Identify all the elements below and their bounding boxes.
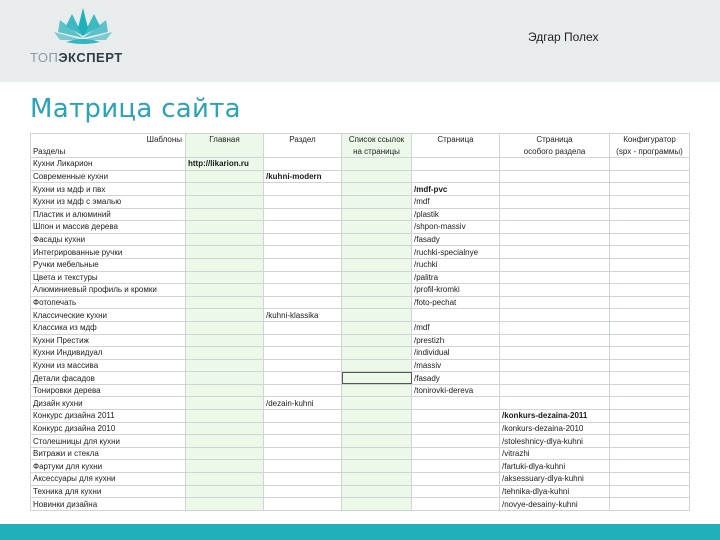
table-cell[interactable] bbox=[610, 410, 690, 423]
row-label[interactable]: Ручки мебельные bbox=[31, 258, 186, 271]
table-cell[interactable] bbox=[412, 397, 500, 410]
table-cell[interactable] bbox=[610, 498, 690, 511]
table-cell[interactable] bbox=[610, 258, 690, 271]
table-row bbox=[31, 296, 690, 309]
column-header: особого раздела bbox=[500, 146, 610, 158]
row-label[interactable]: Кухни Ликарион bbox=[31, 158, 186, 171]
logo-text bbox=[30, 50, 140, 65]
table-header bbox=[31, 134, 690, 158]
table-cell[interactable] bbox=[264, 271, 342, 284]
table-cell[interactable] bbox=[610, 195, 690, 208]
table-cell[interactable] bbox=[610, 158, 690, 171]
author-name: Эдгар Полех bbox=[528, 30, 599, 44]
row-label[interactable]: Детали фасадов bbox=[31, 372, 186, 385]
column-header bbox=[412, 146, 500, 158]
table-cell[interactable] bbox=[342, 359, 412, 372]
table-cell[interactable]: /konkurs-dezaina-2011 bbox=[500, 410, 610, 423]
table-cell[interactable] bbox=[186, 372, 264, 385]
table-cell[interactable] bbox=[342, 372, 412, 385]
table-cell[interactable] bbox=[264, 334, 342, 347]
table-cell[interactable] bbox=[342, 221, 412, 234]
table-cell[interactable] bbox=[264, 485, 342, 498]
row-label[interactable]: Классические кухни bbox=[31, 309, 186, 322]
table-cell[interactable] bbox=[610, 473, 690, 486]
table-cell[interactable] bbox=[610, 296, 690, 309]
table-row bbox=[31, 321, 690, 334]
table-cell[interactable] bbox=[610, 284, 690, 297]
table-cell[interactable]: /massiv bbox=[412, 359, 500, 372]
table-cell[interactable] bbox=[186, 410, 264, 423]
table-cell[interactable] bbox=[264, 359, 342, 372]
row-label[interactable]: Фотопечать bbox=[31, 296, 186, 309]
table-cell[interactable] bbox=[264, 372, 342, 385]
table-cell[interactable]: /stoleshnicy-dlya-kuhni bbox=[500, 435, 610, 448]
table-row bbox=[31, 359, 690, 372]
table-cell[interactable] bbox=[264, 435, 342, 448]
table-cell[interactable]: /konkurs-dezaina-2010 bbox=[500, 422, 610, 435]
table-cell[interactable] bbox=[264, 460, 342, 473]
table-cell[interactable]: /ruchki-specialnye bbox=[412, 246, 500, 259]
table-cell[interactable]: /fartuki-dlya-kuhni bbox=[500, 460, 610, 473]
column-header: Шаблоны bbox=[31, 134, 186, 146]
table-row bbox=[31, 170, 690, 183]
table-cell[interactable] bbox=[342, 397, 412, 410]
page-title: Матрица сайта bbox=[30, 94, 241, 124]
table-cell[interactable] bbox=[610, 183, 690, 196]
table-cell[interactable] bbox=[186, 221, 264, 234]
table-cell[interactable] bbox=[264, 195, 342, 208]
logo-text-bold: ЭКСПЕРТ bbox=[58, 50, 123, 65]
table-cell[interactable] bbox=[412, 473, 500, 486]
table-cell[interactable] bbox=[264, 284, 342, 297]
table-cell[interactable] bbox=[610, 347, 690, 360]
column-header: Страница bbox=[500, 134, 610, 146]
table-row bbox=[31, 447, 690, 460]
table-row bbox=[31, 372, 690, 385]
table-cell[interactable] bbox=[610, 334, 690, 347]
table-body bbox=[31, 158, 690, 511]
table-cell[interactable] bbox=[342, 447, 412, 460]
table-cell[interactable] bbox=[610, 435, 690, 448]
table-cell[interactable] bbox=[264, 422, 342, 435]
table-cell[interactable] bbox=[342, 246, 412, 259]
table-cell[interactable] bbox=[342, 271, 412, 284]
table-cell[interactable] bbox=[412, 158, 500, 171]
table-cell[interactable] bbox=[342, 309, 412, 322]
logo-text-thin: ТОП bbox=[30, 50, 59, 65]
table-cell[interactable] bbox=[342, 321, 412, 334]
table-cell[interactable] bbox=[610, 309, 690, 322]
table-row bbox=[31, 284, 690, 297]
table-cell[interactable] bbox=[412, 170, 500, 183]
table-row bbox=[31, 246, 690, 259]
table-cell[interactable] bbox=[186, 397, 264, 410]
table-cell[interactable] bbox=[500, 258, 610, 271]
table-cell[interactable] bbox=[412, 410, 500, 423]
table-row bbox=[31, 435, 690, 448]
table-cell[interactable] bbox=[186, 422, 264, 435]
table-row bbox=[31, 460, 690, 473]
table-cell[interactable] bbox=[610, 372, 690, 385]
table-cell[interactable] bbox=[186, 384, 264, 397]
site-matrix-table bbox=[30, 133, 690, 511]
row-label[interactable]: Цвета и текстуры bbox=[31, 271, 186, 284]
table-cell[interactable] bbox=[186, 183, 264, 196]
table-cell[interactable] bbox=[186, 284, 264, 297]
row-label[interactable]: Пластик и алюминий bbox=[31, 208, 186, 221]
table-cell[interactable] bbox=[342, 158, 412, 171]
table-cell[interactable] bbox=[610, 422, 690, 435]
table-cell[interactable]: /kuhni-modern bbox=[264, 170, 342, 183]
column-header: Разделы bbox=[31, 146, 186, 158]
table-cell[interactable] bbox=[186, 334, 264, 347]
table-cell[interactable] bbox=[610, 384, 690, 397]
table-cell[interactable] bbox=[186, 321, 264, 334]
table-cell[interactable] bbox=[342, 435, 412, 448]
table-cell[interactable] bbox=[610, 460, 690, 473]
table-cell[interactable] bbox=[412, 309, 500, 322]
table-cell[interactable]: /mdf-pvc bbox=[412, 183, 500, 196]
row-label[interactable]: Конкурс дизайна 2010 bbox=[31, 422, 186, 435]
row-label[interactable]: Интегрированные ручки bbox=[31, 246, 186, 259]
table-cell[interactable] bbox=[342, 422, 412, 435]
table-row bbox=[31, 208, 690, 221]
row-label[interactable]: Кухни из мдф с эмалью bbox=[31, 195, 186, 208]
table-cell[interactable] bbox=[186, 271, 264, 284]
table-cell[interactable] bbox=[500, 284, 610, 297]
table-cell[interactable] bbox=[264, 246, 342, 259]
row-label[interactable]: Классика из мдф bbox=[31, 321, 186, 334]
column-header: Страница bbox=[412, 134, 500, 146]
row-label[interactable]: Алюминиевый профиль и кромки bbox=[31, 284, 186, 297]
table-cell[interactable]: /fasady bbox=[412, 372, 500, 385]
table-row bbox=[31, 485, 690, 498]
table-cell[interactable] bbox=[264, 384, 342, 397]
table-cell[interactable] bbox=[610, 246, 690, 259]
row-label[interactable]: Фасады кухни bbox=[31, 233, 186, 246]
column-header: (spx - программы) bbox=[610, 146, 690, 158]
table-cell[interactable]: /novye-desainy-kuhni bbox=[500, 498, 610, 511]
table-cell[interactable]: /tehnika-dlya-kuhni bbox=[500, 485, 610, 498]
table-cell[interactable] bbox=[342, 233, 412, 246]
bottom-bar bbox=[0, 524, 720, 540]
table-cell[interactable] bbox=[186, 485, 264, 498]
table-cell[interactable]: /shpon-massiv bbox=[412, 221, 500, 234]
table-cell[interactable] bbox=[186, 246, 264, 259]
table-cell[interactable] bbox=[186, 195, 264, 208]
table-cell[interactable] bbox=[186, 309, 264, 322]
table-cell[interactable] bbox=[264, 498, 342, 511]
table-row bbox=[31, 158, 690, 171]
table-cell[interactable] bbox=[610, 485, 690, 498]
table-row bbox=[31, 498, 690, 511]
table-cell[interactable] bbox=[342, 334, 412, 347]
table-cell[interactable] bbox=[342, 208, 412, 221]
table-cell[interactable] bbox=[342, 410, 412, 423]
table-cell[interactable] bbox=[500, 170, 610, 183]
table-cell[interactable] bbox=[500, 296, 610, 309]
logo-lotus-icon bbox=[52, 6, 114, 46]
table-cell[interactable] bbox=[500, 271, 610, 284]
table-cell[interactable] bbox=[500, 158, 610, 171]
table-cell[interactable] bbox=[186, 233, 264, 246]
table-cell[interactable] bbox=[264, 473, 342, 486]
column-header bbox=[264, 146, 342, 158]
table-row bbox=[31, 258, 690, 271]
table-cell[interactable] bbox=[500, 309, 610, 322]
table-cell[interactable] bbox=[186, 258, 264, 271]
row-label[interactable]: Кухни из массива bbox=[31, 359, 186, 372]
row-label[interactable]: Фартуки для кухни bbox=[31, 460, 186, 473]
table-cell[interactable] bbox=[500, 321, 610, 334]
table-cell[interactable] bbox=[342, 183, 412, 196]
table-cell[interactable] bbox=[264, 321, 342, 334]
table-cell[interactable] bbox=[610, 271, 690, 284]
table-cell[interactable]: /ruchki bbox=[412, 258, 500, 271]
row-label[interactable]: Новинки дизайна bbox=[31, 498, 186, 511]
column-header: Главная bbox=[186, 134, 264, 146]
table-cell[interactable] bbox=[500, 347, 610, 360]
logo bbox=[30, 6, 140, 68]
table-header-row bbox=[31, 146, 690, 158]
table-cell[interactable] bbox=[342, 384, 412, 397]
row-label[interactable]: Тонировки дерева bbox=[31, 384, 186, 397]
table-cell[interactable]: /vitrazhi bbox=[500, 447, 610, 460]
table-cell[interactable]: /dezain-kuhni bbox=[264, 397, 342, 410]
table-cell[interactable] bbox=[500, 195, 610, 208]
table-cell[interactable] bbox=[186, 359, 264, 372]
table-cell[interactable] bbox=[342, 284, 412, 297]
table-cell[interactable]: /individual bbox=[412, 347, 500, 360]
table-cell[interactable] bbox=[342, 485, 412, 498]
table-cell[interactable]: /plastik bbox=[412, 208, 500, 221]
table-cell[interactable] bbox=[610, 233, 690, 246]
table-cell[interactable] bbox=[500, 246, 610, 259]
table-cell[interactable] bbox=[412, 422, 500, 435]
table-cell[interactable] bbox=[186, 473, 264, 486]
table-cell[interactable] bbox=[186, 170, 264, 183]
table-cell[interactable] bbox=[500, 359, 610, 372]
table-cell[interactable] bbox=[342, 473, 412, 486]
table-row bbox=[31, 183, 690, 196]
table-row bbox=[31, 221, 690, 234]
table-row bbox=[31, 347, 690, 360]
table-cell[interactable] bbox=[610, 359, 690, 372]
table-cell[interactable] bbox=[500, 233, 610, 246]
column-header: Раздел bbox=[264, 134, 342, 146]
table-cell[interactable] bbox=[264, 296, 342, 309]
row-label[interactable]: Шпон и массив дерева bbox=[31, 221, 186, 234]
row-label[interactable]: Кухни Индивидуал bbox=[31, 347, 186, 360]
table-cell[interactable] bbox=[342, 460, 412, 473]
table-cell[interactable] bbox=[610, 170, 690, 183]
table-cell[interactable] bbox=[610, 321, 690, 334]
table-cell[interactable] bbox=[342, 498, 412, 511]
table-cell[interactable] bbox=[610, 221, 690, 234]
table-cell[interactable] bbox=[264, 447, 342, 460]
table-cell[interactable] bbox=[186, 208, 264, 221]
column-header: на страницы bbox=[342, 146, 412, 158]
table-cell[interactable] bbox=[412, 498, 500, 511]
table-cell[interactable] bbox=[264, 347, 342, 360]
table-cell[interactable] bbox=[264, 183, 342, 196]
table-cell[interactable] bbox=[342, 195, 412, 208]
table-cell[interactable]: http://likarion.ru bbox=[186, 158, 264, 171]
row-label[interactable]: Столешницы для кухни bbox=[31, 435, 186, 448]
table-cell[interactable] bbox=[186, 347, 264, 360]
table-cell[interactable] bbox=[342, 347, 412, 360]
row-label[interactable]: Конкурс дизайна 2011 bbox=[31, 410, 186, 423]
table-cell[interactable] bbox=[500, 183, 610, 196]
table-cell[interactable] bbox=[264, 208, 342, 221]
table-cell[interactable] bbox=[342, 170, 412, 183]
table-cell[interactable]: /prestizh bbox=[412, 334, 500, 347]
column-header: Конфигуратор bbox=[610, 134, 690, 146]
table-row bbox=[31, 334, 690, 347]
table-row bbox=[31, 384, 690, 397]
table-cell[interactable] bbox=[412, 485, 500, 498]
table-cell[interactable] bbox=[500, 208, 610, 221]
table-cell[interactable] bbox=[500, 221, 610, 234]
table-cell[interactable] bbox=[500, 334, 610, 347]
table-cell[interactable] bbox=[186, 296, 264, 309]
table-cell[interactable] bbox=[186, 447, 264, 460]
table-header-row bbox=[31, 134, 690, 146]
row-label[interactable]: Кухни из мдф и пвх bbox=[31, 183, 186, 196]
table-row bbox=[31, 397, 690, 410]
table-row bbox=[31, 233, 690, 246]
table-row bbox=[31, 309, 690, 322]
row-label[interactable]: Современные кухни bbox=[31, 170, 186, 183]
table-row bbox=[31, 195, 690, 208]
column-header bbox=[186, 146, 264, 158]
row-label[interactable]: Дизайн кухни bbox=[31, 397, 186, 410]
table-cell[interactable]: /mdf bbox=[412, 195, 500, 208]
table-row bbox=[31, 422, 690, 435]
table-cell[interactable] bbox=[186, 435, 264, 448]
table-cell[interactable]: /profil-kromki bbox=[412, 284, 500, 297]
table-cell[interactable] bbox=[412, 435, 500, 448]
table-cell[interactable]: /kuhni-klassika bbox=[264, 309, 342, 322]
table-cell[interactable]: /tonirovki-dereva bbox=[412, 384, 500, 397]
table-cell[interactable] bbox=[342, 296, 412, 309]
table-cell[interactable] bbox=[610, 447, 690, 460]
table-cell[interactable] bbox=[186, 460, 264, 473]
row-label[interactable]: Кухни Престиж bbox=[31, 334, 186, 347]
table-cell[interactable] bbox=[500, 397, 610, 410]
column-header: Список ссылок bbox=[342, 134, 412, 146]
row-label[interactable]: Техника для кухни bbox=[31, 485, 186, 498]
table-cell[interactable] bbox=[264, 410, 342, 423]
table-cell[interactable] bbox=[264, 233, 342, 246]
table-cell[interactable]: /palitra bbox=[412, 271, 500, 284]
table-cell[interactable] bbox=[610, 208, 690, 221]
table-row bbox=[31, 473, 690, 486]
table-cell[interactable] bbox=[186, 498, 264, 511]
table-cell[interactable]: /fasady bbox=[412, 233, 500, 246]
table-cell[interactable]: /aksessuary-dlya-kuhni bbox=[500, 473, 610, 486]
table-cell[interactable] bbox=[412, 447, 500, 460]
table-row bbox=[31, 410, 690, 423]
table-cell[interactable] bbox=[500, 384, 610, 397]
table-cell[interactable]: /mdf bbox=[412, 321, 500, 334]
table-row bbox=[31, 271, 690, 284]
table-cell[interactable] bbox=[610, 397, 690, 410]
table-cell[interactable]: /foto-pechat bbox=[412, 296, 500, 309]
row-label[interactable]: Витражи и стекла bbox=[31, 447, 186, 460]
table-cell[interactable] bbox=[342, 258, 412, 271]
table-cell[interactable] bbox=[412, 460, 500, 473]
table-cell[interactable] bbox=[500, 372, 610, 385]
table-cell[interactable] bbox=[264, 258, 342, 271]
row-label[interactable]: Аксессуары для кухни bbox=[31, 473, 186, 486]
table-cell[interactable] bbox=[264, 158, 342, 171]
table-cell[interactable] bbox=[264, 221, 342, 234]
